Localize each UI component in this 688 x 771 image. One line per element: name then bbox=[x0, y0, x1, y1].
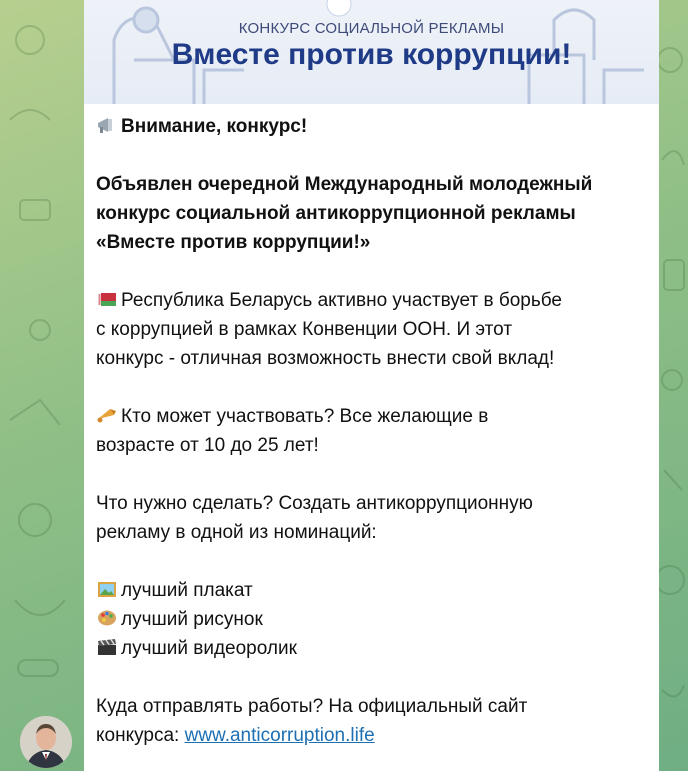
heading-paragraph bbox=[96, 112, 647, 141]
artist-palette-icon bbox=[96, 608, 118, 628]
nomination-item bbox=[96, 605, 647, 634]
message-text bbox=[84, 104, 659, 750]
nomination-item bbox=[96, 576, 647, 605]
who-line: возрасте от 10 до 25 лет! bbox=[96, 435, 319, 456]
belarus-line: Республика Беларусь активно участвует в борьбе bbox=[121, 290, 562, 311]
nomination-label: лучший плакат bbox=[121, 580, 253, 601]
intro-line: «Вместе против коррупции!» bbox=[96, 232, 371, 253]
belarus-line: конкурс - отличная возможность внести свой вклад! bbox=[96, 348, 555, 369]
belarus-paragraph bbox=[96, 286, 647, 373]
cheering-horn-icon bbox=[96, 405, 118, 425]
who-paragraph bbox=[96, 402, 647, 460]
avatar-portrait bbox=[20, 716, 72, 768]
nomination-label: лучший рисунок bbox=[121, 609, 263, 630]
belarus-line: с коррупцией в рамках Конвенции ООН. И этот bbox=[96, 319, 513, 340]
clapper-board-icon bbox=[96, 637, 118, 657]
what-line: Что нужно сделать? Создать антикоррупционную bbox=[96, 493, 533, 514]
framed-picture-icon bbox=[96, 579, 118, 599]
nominations-list bbox=[96, 576, 647, 663]
megaphone-icon bbox=[96, 115, 118, 135]
belarus-flag-icon bbox=[96, 289, 118, 309]
sender-avatar[interactable] bbox=[20, 716, 72, 768]
nomination-item bbox=[96, 634, 647, 663]
banner-title: Вместе против коррупции! bbox=[171, 38, 572, 71]
what-paragraph bbox=[96, 489, 647, 547]
what-line: рекламу в одной из номинаций: bbox=[96, 522, 377, 543]
who-line: Кто может участвовать? Все желающие в bbox=[121, 406, 489, 427]
intro-line: Объявлен очередной Международный молодежный bbox=[96, 174, 593, 195]
intro-line: конкурс социальной антикоррупционной рекламы bbox=[96, 203, 576, 224]
heading-text: Внимание, конкурс! bbox=[121, 116, 308, 137]
message-bubble[interactable] bbox=[84, 0, 659, 771]
contest-banner-image[interactable] bbox=[84, 0, 659, 104]
intro-paragraph bbox=[96, 170, 647, 257]
where-prefix: конкурса: bbox=[96, 725, 185, 746]
contest-website-link[interactable]: www.anticorruption.life bbox=[184, 725, 375, 746]
where-line: Куда отправлять работы? На официальный сайт bbox=[96, 696, 528, 717]
nomination-label: лучший видеоролик bbox=[121, 638, 297, 659]
banner-subtitle: КОНКУРС СОЦИАЛЬНОЙ РЕКЛАМЫ bbox=[238, 20, 505, 37]
where-paragraph bbox=[96, 692, 647, 750]
